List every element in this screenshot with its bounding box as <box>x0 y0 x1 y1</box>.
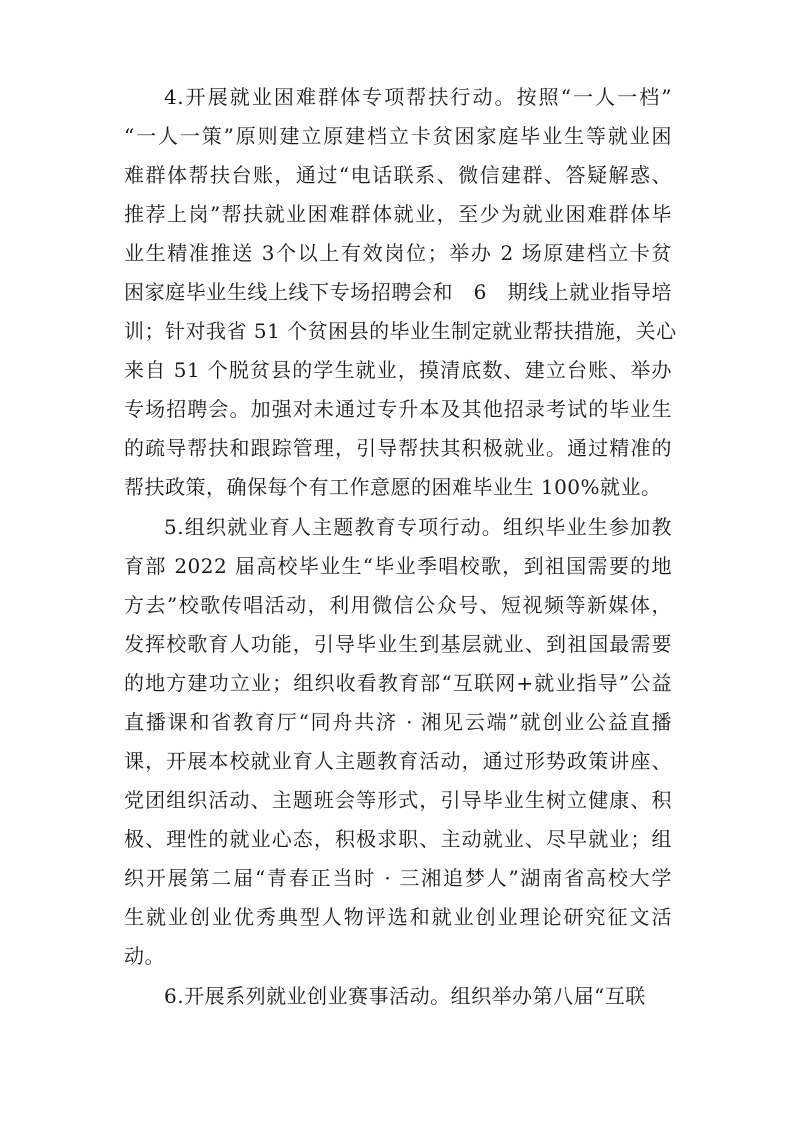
text-line: 动。 <box>124 944 165 968</box>
text-line: 困家庭毕业生线上线下专场招聘会和 6 期线上就业指导培 <box>124 280 672 304</box>
text-line: 6.开展系列就业创业赛事活动。组织举办第八届“互联 <box>164 984 646 1008</box>
text-line: 育部 2022 届高校毕业生“毕业季唱校歌，到祖国需要的地 <box>124 554 672 578</box>
paragraph-item-4 <box>124 78 677 507</box>
text-line: 织开展第二届“青春正当时 · 三湘追梦人”湖南省高校大学 <box>124 866 672 890</box>
text-line: 推荐上岗”帮扶就业困难群体就业，至少为就业困难群体毕 <box>124 202 672 226</box>
text-line: 极、理性的就业心态，积极求职、主动就业、尽早就业；组 <box>124 827 672 851</box>
text-line: 业生精准推送 3个以上有效岗位；举办 2 场原建档立卡贫 <box>124 241 672 265</box>
text-line: 5.组织就业育人主题教育专项行动。组织毕业生参加教 <box>164 515 672 539</box>
text-line: 课，开展本校就业育人主题教育活动，通过形势政策讲座、 <box>124 749 672 773</box>
text-line: 帮扶政策，确保每个有工作意愿的困难毕业生 100%就业。 <box>124 475 662 499</box>
document-body <box>124 78 677 1017</box>
text-line: “一人一策”原则建立原建档立卡贫困家庭毕业生等就业困 <box>124 124 672 148</box>
text-line: 方去”校歌传唱活动，利用微信公众号、短视频等新媒体， <box>124 593 672 617</box>
text-line: 直播课和省教育厅“同舟共济 · 湘见云端”就创业公益直播 <box>124 710 672 734</box>
paragraph-item-5 <box>124 508 672 976</box>
paragraph-item-6 <box>124 977 672 1016</box>
text-line: 来自 51 个脱贫县的学生就业，摸清底数、建立台账、举办 <box>124 358 672 382</box>
text-line: 的地方建功立业；组织收看教育部“互联网+就业指导”公益 <box>124 671 672 695</box>
text-line: 训；针对我省 51 个贫困县的毕业生制定就业帮扶措施，关心 <box>124 319 677 343</box>
text-line: 党团组织活动、主题班会等形式，引导毕业生树立健康、积 <box>124 788 672 812</box>
text-line: 的疏导帮扶和跟踪管理，引导帮扶其积极就业。通过精准的 <box>124 436 672 460</box>
text-line: 4.开展就业困难群体专项帮扶行动。按照“一人一档” <box>164 85 672 109</box>
text-line: 难群体帮扶台账，通过“电话联系、微信建群、答疑解惑、 <box>124 163 672 187</box>
text-line: 发挥校歌育人功能，引导毕业生到基层就业、到祖国最需要 <box>124 632 672 656</box>
text-line: 生就业创业优秀典型人物评选和就业创业理论研究征文活 <box>124 905 672 929</box>
text-line: 专场招聘会。加强对未通过专升本及其他招录考试的毕业生 <box>124 397 672 421</box>
